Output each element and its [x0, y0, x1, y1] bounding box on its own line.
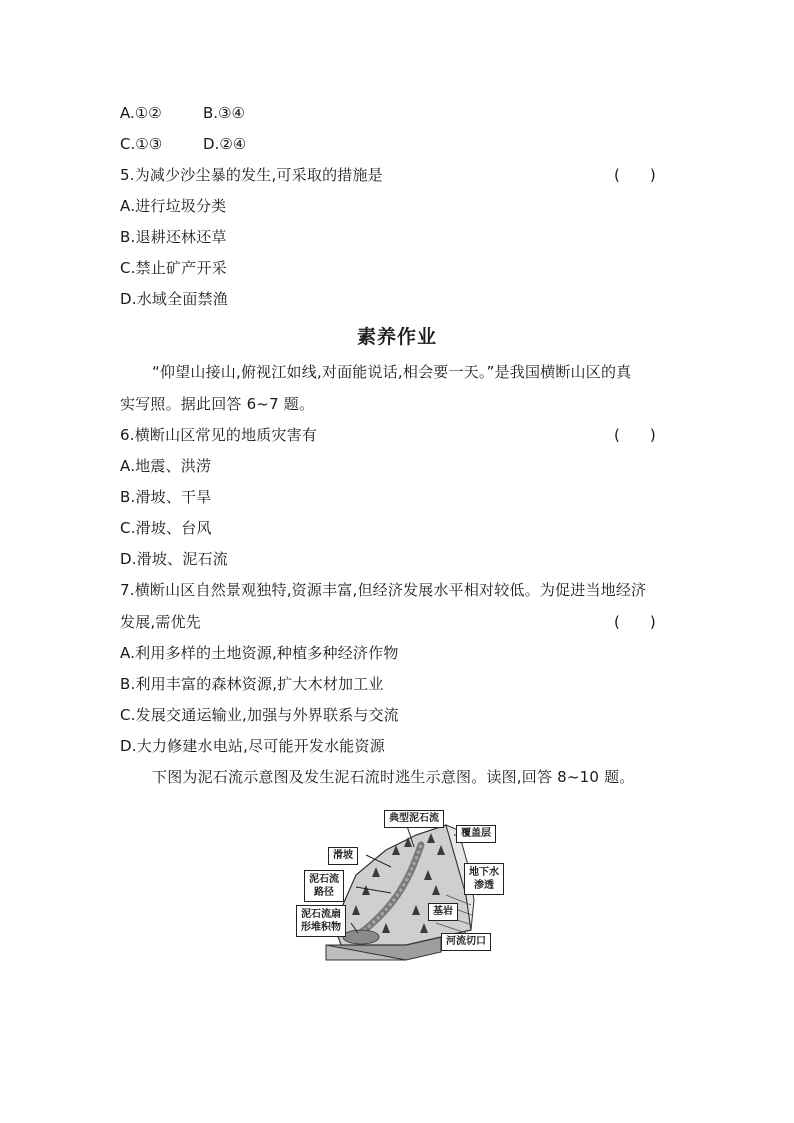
q4-option-c[interactable]: C.①③	[120, 135, 163, 153]
q5-option-c[interactable]: C.禁止矿产开采	[120, 259, 227, 277]
label-typical-debris-flow: 典型泥石流	[384, 810, 444, 828]
q5-answer-blank[interactable]: ( )	[614, 166, 656, 184]
label-groundwater-line2: 渗透	[474, 880, 494, 891]
intro-8-10: 下图为泥石流示意图及发生泥石流时逃生示意图。读图,回答 8~10 题。	[152, 768, 635, 786]
q4-option-b[interactable]: B.③④	[203, 104, 245, 122]
label-fan-deposit-line2: 形堆积物	[301, 922, 341, 933]
label-groundwater	[464, 863, 504, 895]
q6-answer-blank[interactable]: ( )	[614, 426, 656, 444]
label-groundwater-line1: 地下水	[469, 867, 499, 878]
q5-stem: 5.为减少沙尘暴的发生,可采取的措施是	[120, 166, 383, 184]
q6-option-b[interactable]: B.滑坡、干旱	[120, 488, 212, 506]
q6-option-d[interactable]: D.滑坡、泥石流	[120, 550, 228, 568]
label-debris-path-line1: 泥石流	[309, 874, 339, 885]
q7-stem-line2: 发展,需优先	[120, 613, 201, 631]
intro-6-7-line2: 实写照。据此回答 6~7 题。	[120, 395, 315, 413]
q7-stem-line1: 7.横断山区自然景观独特,资源丰富,但经济发展水平相对较低。为促进当地经济	[120, 581, 647, 599]
label-fan-deposit	[296, 905, 346, 937]
label-bedrock: 基岩	[428, 903, 458, 921]
debris-flow-diagram	[296, 805, 516, 970]
q5-option-b[interactable]: B.退耕还林还草	[120, 228, 227, 246]
label-river-incision: 河流切口	[441, 933, 491, 951]
label-cover-layer: 覆盖层	[456, 825, 496, 843]
q7-answer-blank[interactable]: ( )	[614, 613, 656, 631]
q7-option-a[interactable]: A.利用多样的土地资源,种植多种经济作物	[120, 644, 399, 662]
q7-option-b[interactable]: B.利用丰富的森林资源,扩大木材加工业	[120, 675, 384, 693]
q6-option-c[interactable]: C.滑坡、台风	[120, 519, 212, 537]
q5-option-a[interactable]: A.进行垃圾分类	[120, 197, 227, 215]
q7-option-d[interactable]: D.大力修建水电站,尽可能开发水能资源	[120, 737, 385, 755]
q5-option-d[interactable]: D.水域全面禁渔	[120, 290, 228, 308]
intro-6-7-line1: “仰望山接山,俯视江如线,对面能说话,相会要一天。”是我国横断山区的真	[152, 363, 632, 381]
q6-option-a[interactable]: A.地震、洪涝	[120, 457, 212, 475]
q4-option-a[interactable]: A.①②	[120, 104, 162, 122]
label-landslide: 滑坡	[328, 847, 358, 865]
q4-option-d[interactable]: D.②④	[203, 135, 247, 153]
label-debris-path	[304, 870, 344, 902]
label-fan-deposit-line1: 泥石流扇	[301, 909, 341, 920]
label-debris-path-line2: 路径	[314, 887, 334, 898]
q6-stem: 6.横断山区常见的地质灾害有	[120, 426, 318, 444]
section-title: 素养作业	[356, 326, 437, 348]
q7-option-c[interactable]: C.发展交通运输业,加强与外界联系与交流	[120, 706, 400, 724]
